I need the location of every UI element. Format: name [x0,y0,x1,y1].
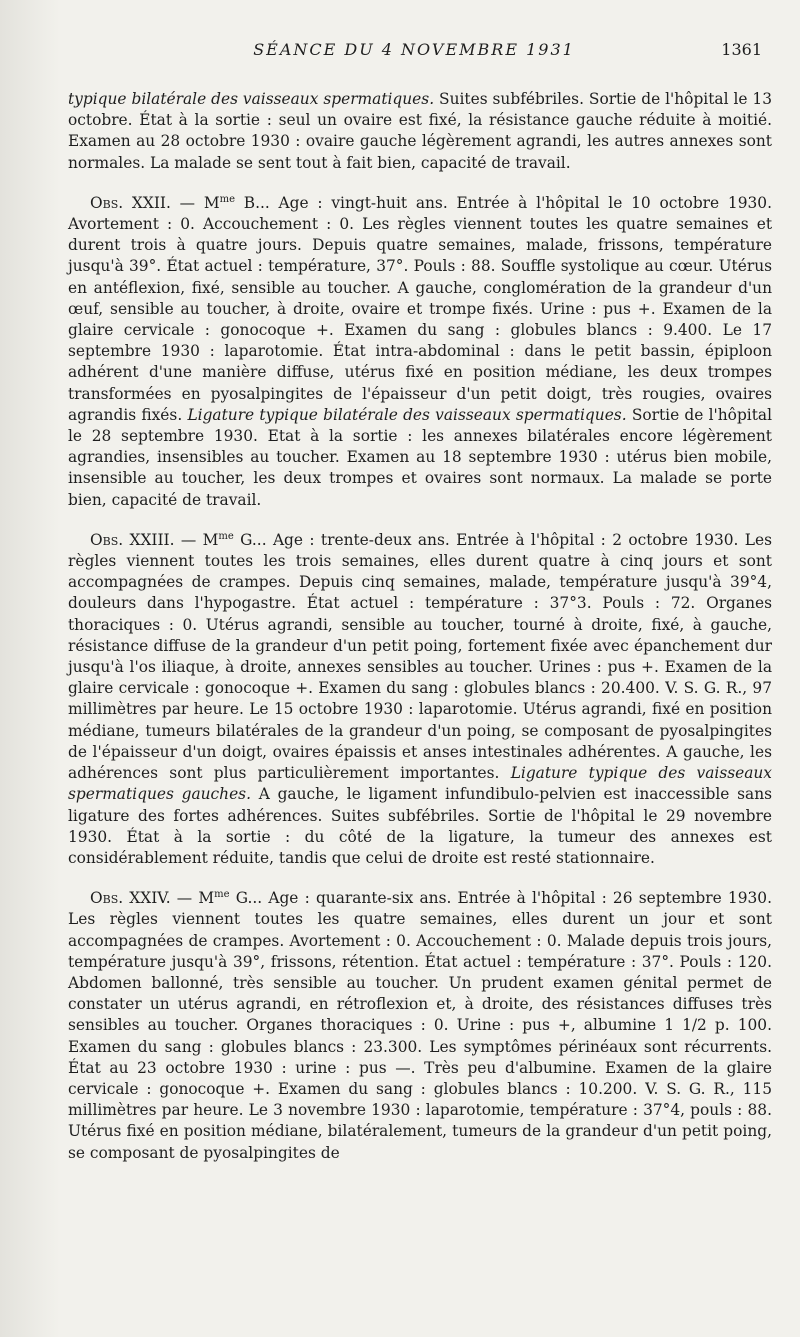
text-run: Suites subfébriles. Sortie de l'hôpital le 13 octobre. État à la sortie : seul un ovaire est fixé, la résistance gauche réduite à moitié. Examen au 28 octobre 1930 : ovaire gauche légèrement agrandi, les autres annexes sont normales. La malade se sent tout à fait bien, capacité de travail. [68,90,772,172]
italic-phrase: Ligature typique bilatérale des vaisseaux spermatiques. [187,405,627,424]
text-run: G... Age : quarante-six ans. Entrée à l'hôpital : 26 septembre 1930. Les règles viennent toutes les quatre semaines, elles durent un jour et sont accompagnées de crampes. Avortement : 0. Accouchement : 0. Malade depuis trois jours, température jusqu'à 39°, frissons, rétention. État actuel : température : 37°. Pouls : 120. Abdomen ballonné, très sensible au toucher. Un prudent examen génital permet de constater un utérus agrandi, en rétroflexion et, à droite, des résistances diffuses très sensibles au toucher. Organes thoraciques : 0. Urine : pus +, albumine 1 1/2 p. 100. Examen du sang : globules blancs : 23.300. Les symptômes périnéaux sont récurrents. État au 23 octobre 1930 : urine : pus —. Très peu d'albumine. Examen de la glaire cervicale : gonocoque +. Examen du sang : globules blancs : 10.200. V. S. G. R., 115 millimètres par heure. Le 3 novembre 1930 : laparotomie, température : 37°4, pouls : 88. Utérus fixé en position médiane, bilatéralement, tumeurs de la grandeur d'un petit poing, se composant de pyosalpingites de [68,889,772,1162]
page-gutter-shadow [0,0,60,1337]
italic-phrase: Ligature typique des vaisseaux spermatiques gauches. [68,764,772,804]
italic-phrase: typique bilatérale des vaisseaux spermatiques. [68,90,435,108]
text-run: A gauche, le ligament infundibulo-pelvien est inaccessible sans ligature des fortes adhérences. Suites subfébriles. Sortie de l'hôpital le 29 novembre 1930. État à la sortie : du côté de la ligature, la tumeur des annexes est considérablement réduite, tandis que celui de droite est resté stationnaire. [68,785,772,867]
observation-xxiii [68,530,772,869]
text-run: B... Age : vingt-huit ans. Entrée à l'hôpital le 10 octobre 1930. Avortement : 0. Accouchement : 0. Les règles viennent toutes les quatre semaines et durent trois à quatre jours. Depuis quatre semaines, malade, frissons, température jusqu'à 39°. État actuel : température, 37°. Pouls : 88. Souffle systolique au cœur. Utérus en antéflexion, fixé, sensible au toucher. A gauche, conglomération de la grandeur d'un œuf, sensible au toucher, à droite, ovaire et trompe fixés. Urine : pus +. Examen de la glaire cervicale : gonocoque +. Examen du sang : globules blancs : 9.400. Le 17 septembre 1930 : laparotomie. État intra-abdominal : dans le petit bassin, épiploon adhérent d'une manière diffuse, utérus fixé en position médiane, les deux trompes transformées en pyosalpingites de l'épaisseur d'un petit doigt, très rougies, ovaires agrandis fixés. [68,193,772,424]
running-title: SÉANCE DU 4 NOVEMBRE 1931 [253,40,575,59]
observation-label: Obs. XXIII. [90,530,175,549]
text-run: — M [170,889,215,908]
observation-label: Obs. XXIV. [90,889,171,908]
text-run: — M [174,530,219,549]
observation-xxiv [68,888,772,1164]
superscript: me [219,193,235,205]
body-text [68,89,772,1183]
text-run: G... Age : trente-deux ans. Entrée à l'hôpital : 2 octobre 1930. Les règles viennent toutes les trois semaines, elles durent quatre à cinq jours et sont accompagnées de crampes. Depuis cinq semaines, malade, température jusqu'à 39°4, douleurs dans l'hypogastre. État actuel : température : 37°3. Pouls : 72. Organes thoraciques : 0. Utérus agrandi, sensible au toucher, tourné à droite, fixé, à gauche, résistance diffuse de la grandeur d'un petit poing, fortement fixée avec épanchement dur jusqu'à l'os iliaque, à droite, annexes sensibles au toucher. Urines : pus +. Examen de la glaire cervicale : gonocoque +. Examen du sang : globules blancs : 20.400. V. S. G. R., 97 millimètres par heure. Le 15 octobre 1930 : laparotomie. Utérus agrandi, fixé en position médiane, tumeurs bilatérales de la grandeur d'un poing, se composant de pyosalpingites de l'épaisseur d'un doigt, ovaires épaissis et anses intestinales adhérentes. A gauche, les adhérences sont plus particulièrement importantes. [68,530,772,783]
superscript: me [218,530,234,542]
text-run: Sortie de l'hôpital le 28 septembre 1930. Etat à la sortie : les annexes bilatérales encore légèrement agrandies, insensibles au toucher. Examen au 18 septembre 1930 : utérus bien mobile, insensible au toucher, les deux trompes et ovaires sont normaux. La malade se porte bien, capacité de travail. [68,405,772,509]
superscript: me [214,888,230,900]
paragraph-continuation [68,89,772,174]
page-header [66,40,762,70]
text-run: — M [170,193,220,212]
observation-label: Obs. XXII. [90,193,171,212]
observation-xxii [68,193,772,511]
page-number: 1361 [721,40,762,59]
